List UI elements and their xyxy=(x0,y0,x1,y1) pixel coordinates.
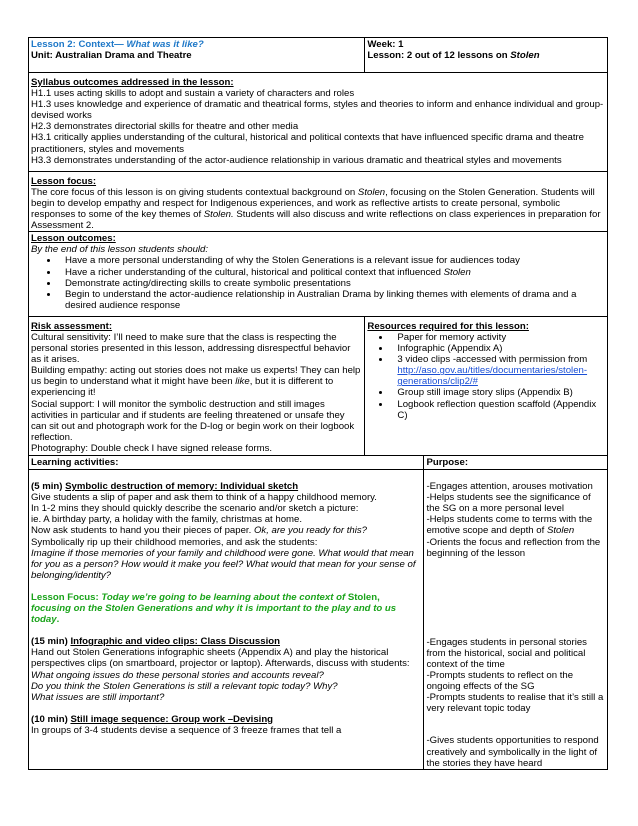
video-clips-link[interactable]: http://aso.gov.au/titles/documentaries/stolen-generations/clip2/# xyxy=(397,365,588,388)
unit-label: Unit: Australian Drama and Theatre xyxy=(31,50,192,62)
outcomes-row xyxy=(29,232,608,317)
header-row xyxy=(29,38,608,73)
risk-social: Social support: I will monitor the symbolic destruction and still images activities in particular and if students are feeling threatened or unsafe they can sit out and photograph work for the D-log or begin work on their logbook reflection. xyxy=(31,398,355,443)
lesson-plan-page xyxy=(28,37,608,770)
activity-2-title: (15 min) Infographic and video clips: Class Discussion xyxy=(31,636,280,648)
purpose-item: -Gives students opportunities to respond creatively and symbolically in the light of the stories they have heard xyxy=(426,735,599,769)
activity-2-question: Do you think the Stolen Generations is still a relevant topic today? Why? xyxy=(31,680,338,692)
activity-1-title: (5 min) Symbolic destruction of memory: Individual sketch xyxy=(31,481,299,493)
purpose-item: -Helps students come to terms with the emotive scope and depth of Stolen xyxy=(426,514,593,537)
purpose-item: -Helps students see the significance of the SG on a more personal level xyxy=(426,492,591,515)
week-info-cell xyxy=(365,38,608,73)
risk-cell xyxy=(29,316,365,455)
outcomes-list xyxy=(31,255,605,310)
purpose-item: -Orients the focus and reflection from the beginning of the lesson xyxy=(426,536,601,559)
purpose-heading: Purpose: xyxy=(426,457,469,468)
purpose-item: -Prompts students to realise that it’s still a very relevant topic today xyxy=(426,692,604,715)
lesson-info-cell xyxy=(29,38,365,73)
risk-heading: Risk assessment: xyxy=(31,320,113,332)
activity-1-text: ie. A birthday party, a holiday with the family, christmas at home. xyxy=(31,514,303,526)
syllabus-heading: Syllabus outcomes addressed in the lesson: xyxy=(31,77,234,88)
resources-heading: Resources required for this lesson: xyxy=(367,320,529,332)
syllabus-item: H2.3 demonstrates directorial skills for theatre and other media xyxy=(31,121,299,133)
activities-cell xyxy=(29,470,424,770)
syllabus-item: H3.1 critically applies understanding of the cultural, historical and political contexts that have influenced specific drama and theatre practitioners, styles and movements xyxy=(31,132,585,155)
focus-text: The core focus of this lesson is on giving students contextual background on Stolen, focusing on the Stolen Generation. Students will begin to develop empathy and respect for Indigenous experiences, and work as reflective artists to create personal, symbolic responses to some of the key themes of Stolen. Students will also discuss and write reflections on class experiences in preparation for Assessment 2. xyxy=(31,186,601,232)
activities-heading: Learning activities: xyxy=(31,457,119,468)
activity-1-question: Imagine if those memories of your family and childhood were gone. What would that mean for you as a person? How would it make you feel? What would that mean for your sense of belonging/identity? xyxy=(31,547,416,581)
focus-cell xyxy=(29,171,608,231)
outcome-item: • Have a richer understanding of the cultural, historical and political context that influenced Stolen xyxy=(59,267,605,278)
outcomes-heading: Lesson outcomes: xyxy=(31,233,116,245)
purpose-heading-cell xyxy=(424,456,608,470)
activity-3-text: In groups of 3-4 students devise a sequence of 3 freeze frames that tell a xyxy=(31,724,342,736)
syllabus-item: H1.1 uses acting skills to adopt and sustain a variety of characters and roles xyxy=(31,88,355,100)
purpose-item: -Engages attention, arouses motivation xyxy=(426,481,593,493)
week-label: Week: 1 xyxy=(367,39,404,50)
lesson-title: Lesson 2: Context— What was it like? xyxy=(31,39,204,50)
resource-item: • Group still image story slips (Appendix B) xyxy=(391,387,605,398)
outcomes-cell xyxy=(29,232,608,317)
resources-list xyxy=(367,332,605,421)
lesson-count: Lesson: 2 out of 12 lessons on Stolen xyxy=(367,50,540,62)
outcomes-intro: By the end of this lesson students should: xyxy=(31,244,209,256)
risk-resources-row xyxy=(29,316,608,455)
activity-1-text: Now ask students to hand you their pieces of paper. Ok, are you ready for this? xyxy=(31,525,367,537)
outcome-item: • Have a more personal understanding of why the Stolen Generations is a relevant issue for audiences today xyxy=(59,255,605,266)
activity-3-title: (10 min) Still image sequence: Group work –Devising xyxy=(31,713,274,725)
focus-heading: Lesson focus: xyxy=(31,175,97,187)
risk-empathy: Building empathy: acting out stories does not make us experts! They can help us begin to understand what it might have been like, but it is different to experiencing it! xyxy=(31,365,361,399)
resource-item: • Logbook reflection question scaffold (Appendix C) xyxy=(391,399,605,421)
activity-1-text: Symbolically rip up their childhood memories, and ask the students: xyxy=(31,536,318,548)
resources-cell xyxy=(365,316,608,455)
activities-heading-cell xyxy=(29,456,424,470)
purpose-item: -Prompts students to reflect on the ongoing effects of the SG xyxy=(426,670,574,693)
purpose-item: -Engages students in personal stories from the historical, social and political context of the time xyxy=(426,636,587,670)
syllabus-row xyxy=(29,73,608,172)
focus-row xyxy=(29,171,608,231)
activity-2-question: What issues are still important? xyxy=(31,691,165,703)
activities-row xyxy=(29,470,608,770)
activity-1-text: Give students a slip of paper and ask them to think of a happy childhood memory. xyxy=(31,492,377,504)
activities-header-row xyxy=(29,456,608,470)
resource-item: • 3 video clips -accessed with permission from http://aso.gov.au/titles/documentaries/stolen-generations/clip2/# xyxy=(391,354,605,387)
lesson-focus-statement: Lesson Focus: Today we’re going to be learning about the context of Stolen, focusing on the Stolen Generations and why it is important to the play and to us today. xyxy=(31,591,397,626)
resource-item: • Paper for memory activity xyxy=(391,332,605,343)
activity-2-text: Hand out Stolen Generations infographic sheets (Appendix A) and play the historical perspectives clips (on smartboard, projector or laptop). Afterwards, discuss with students: What ongoing issues do these personal stories and accounts reveal? xyxy=(31,647,410,681)
purpose-cell xyxy=(424,470,608,770)
activity-1-text: In 1-2 mins they should quickly describe the scenario and/or sketch a picture: xyxy=(31,503,359,515)
lesson-plan-table xyxy=(28,37,608,770)
syllabus-item: H3.3 demonstrates understanding of the actor-audience relationship in various dramatic and theatrical styles and movements xyxy=(31,154,562,166)
resource-item: • Infographic (Appendix A) xyxy=(391,343,605,354)
syllabus-cell xyxy=(29,73,608,172)
outcome-item: • Demonstrate acting/directing skills to create symbolic presentations xyxy=(59,278,605,289)
risk-photography: Photography: Double check I have signed release forms. xyxy=(31,442,273,454)
risk-cultural: Cultural sensitivity: I’ll need to make sure that the class is respecting the personal stories presented in this lesson, addressing disrespectful behavior as it arises. xyxy=(31,331,351,366)
outcome-item: • Begin to understand the actor-audience relationship in Australian Drama by linking themes with elements of drama and a desired audience response xyxy=(59,289,605,311)
syllabus-item: H1.3 uses knowledge and experience of dramatic and theatrical forms, styles and theories to inform and enhance individual and group-devised works xyxy=(31,99,604,122)
